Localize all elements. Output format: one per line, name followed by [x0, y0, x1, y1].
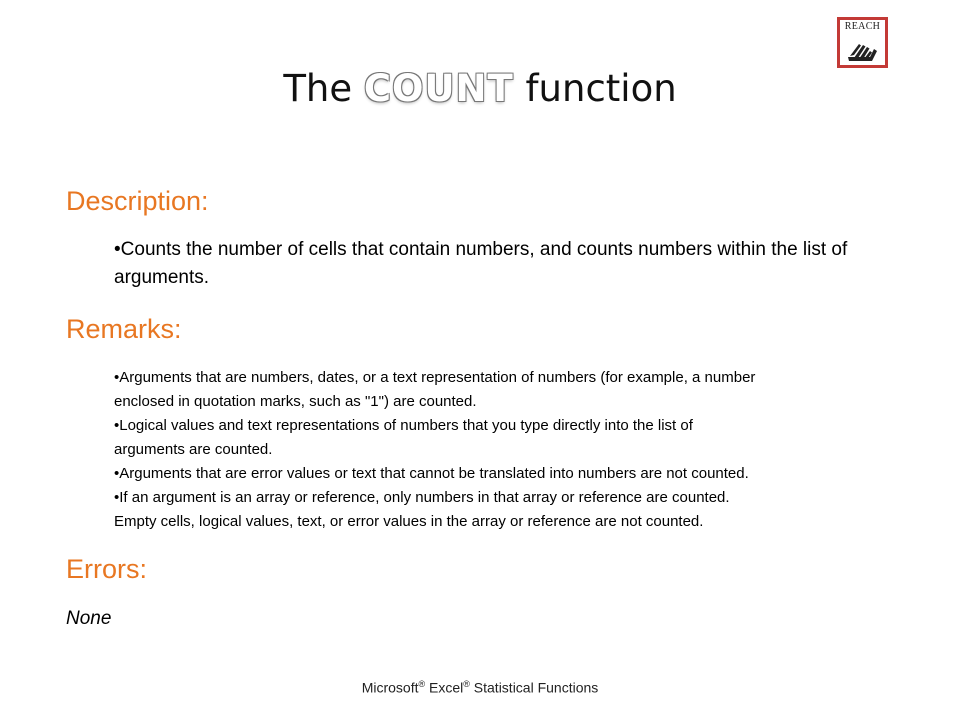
- slide-title: [0, 66, 960, 112]
- reach-logo: [837, 17, 888, 68]
- footer-part2: Excel: [425, 679, 464, 696]
- remarks-line: Empty cells, logical values, text, or error values in the array or reference are not counted.: [114, 513, 704, 530]
- hand-icon: [846, 34, 880, 62]
- description-heading: Description:: [66, 186, 209, 216]
- description-text: •Counts the number of cells that contain numbers, and counts numbers within the list of arguments.: [114, 239, 848, 288]
- remarks-line: •Logical values and text representations of numbers that you type directly into the list of: [114, 417, 693, 434]
- remarks-heading: Remarks:: [66, 314, 182, 344]
- remarks-line: •Arguments that are error values or text that cannot be translated into numbers are not counted.: [114, 465, 749, 482]
- footer-reg2: ®: [463, 679, 470, 689]
- remarks-line: enclosed in quotation marks, such as "1") are counted.: [114, 393, 477, 410]
- remarks-line: arguments are counted.: [114, 441, 273, 458]
- footer: [0, 679, 960, 696]
- footer-part1: Microsoft: [361, 679, 419, 696]
- remarks-line: •If an argument is an array or reference, only numbers in that array or reference are counted.: [114, 489, 730, 506]
- footer-reg1: ®: [418, 679, 426, 689]
- errors-heading: Errors:: [66, 554, 147, 584]
- title-after: function: [513, 67, 677, 110]
- logo-text: REACH: [844, 21, 881, 32]
- remarks-list: [114, 366, 914, 534]
- footer-part3: Statistical Functions: [469, 679, 599, 696]
- remarks-line: •Arguments that are numbers, dates, or a text representation of numbers (for example, a number: [114, 369, 756, 386]
- title-before: The: [283, 67, 364, 110]
- title-count-word: COUNT: [363, 67, 514, 110]
- errors-text: None: [66, 608, 112, 629]
